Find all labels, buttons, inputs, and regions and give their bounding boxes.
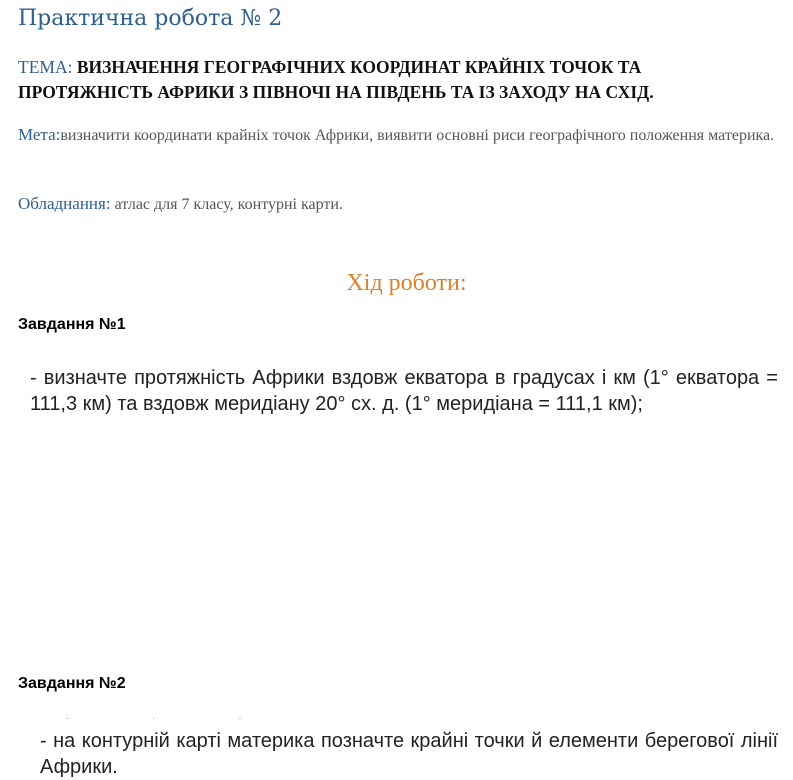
- equipment-text: атлас для 7 класу, контурні карти.: [110, 196, 343, 213]
- task-2-text: - на контурній карті материка позначте крайні точки й елементи берегової лінії Африки.: [40, 730, 778, 778]
- goal-label: Мета:: [18, 125, 61, 144]
- task-1-label: Завдання №1: [18, 316, 126, 333]
- goal-text: визначити координати крайніх точок Африки, виявити основні риси географічного положення материка.: [60, 127, 775, 144]
- task-2-label: Завдання №2: [18, 675, 126, 692]
- topic-text: ВИЗНАЧЕННЯ ГЕОГРАФІЧНИХ КООРДИНАТ КРАЙНІХ ТОЧОК ТА ПРОТЯЖНІСТЬ АФРИКИ З ПІВНОЧІ НА ПІВДЕНЬ ТА ІЗ ЗАХОДУ НА СХІД.: [18, 57, 654, 102]
- topic-label: ТЕМА:: [18, 57, 73, 77]
- task-1-text: - визначте протяжність Африки вздовж екватора в градусах і км (1° екватора = 111,3 км) та вздовж меридіану 20° сх. д. (1° меридіана = 111,1 км);: [30, 367, 778, 415]
- equipment-paragraph: [18, 192, 343, 217]
- equipment-label: Обладнання:: [18, 194, 111, 213]
- progress-heading: [0, 270, 793, 297]
- scan-dots: · · ·: [66, 713, 282, 724]
- topic-paragraph: [18, 55, 758, 105]
- progress-heading-text: Хід роботи:: [346, 270, 467, 296]
- goal-paragraph: [18, 122, 778, 149]
- page-title: Практична робота № 2: [18, 6, 283, 31]
